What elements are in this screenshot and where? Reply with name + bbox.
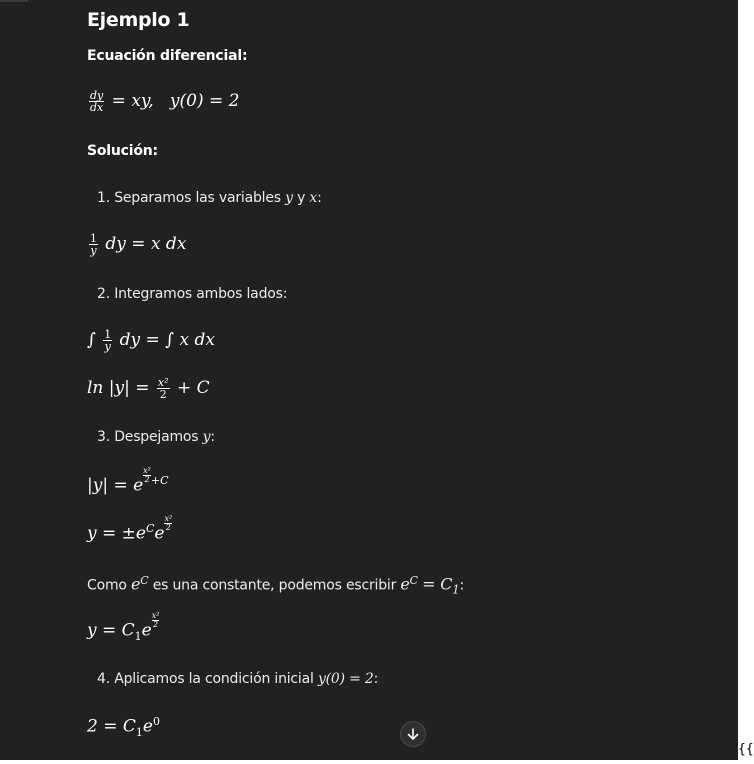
step-4: 4. Aplicamos la condición inicial y(0) = 2: <box>97 671 379 687</box>
constant-note: Como $e^C$ es una constante, podemos escribir $e^C = C_1$: <box>87 574 465 597</box>
corner-artifact: {{ <box>738 742 754 757</box>
scroll-down-button[interactable] <box>400 721 426 747</box>
solution-subheading: Solución: <box>87 143 158 159</box>
arrow-down-icon <box>407 728 419 741</box>
integral-equation: ∫ $\frac{1}{y}$ dy = ∫ x dx <box>87 328 215 353</box>
step-3: 3. Despejamos y: <box>97 429 215 445</box>
step-2: 2. Integramos ambos lados: <box>97 286 288 302</box>
step-1: 1. Separamos las variables y y x: <box>97 190 322 206</box>
top-divider <box>0 0 28 2</box>
differential-equation: $\frac{dy}{dx}$ = xy, y(0) = 2 <box>90 89 240 114</box>
final-equation: $2 = C_1e^0$ <box>87 715 160 740</box>
ln-equation: ln |y| = $\frac{\text{x²}}{2}$ + C <box>87 376 210 401</box>
section-heading: Ejemplo 1 <box>87 9 190 31</box>
pm-equation: $y = \pm e^Ce$ $^{\frac{\text{x²}}{2}}$ <box>87 514 173 544</box>
equation-subheading: Ecuación diferencial: <box>87 48 248 64</box>
abs-equation: |y| = e $^{\frac{\text{x²}}{2} +C}$ <box>87 466 169 496</box>
c1-equation: $y = C_1e$ $^{\frac{\text{x²}}{2}}$ <box>87 611 160 644</box>
separated-equation: $\frac{1}{y}$ dy = x dx <box>90 232 187 257</box>
page-margin <box>738 0 750 764</box>
